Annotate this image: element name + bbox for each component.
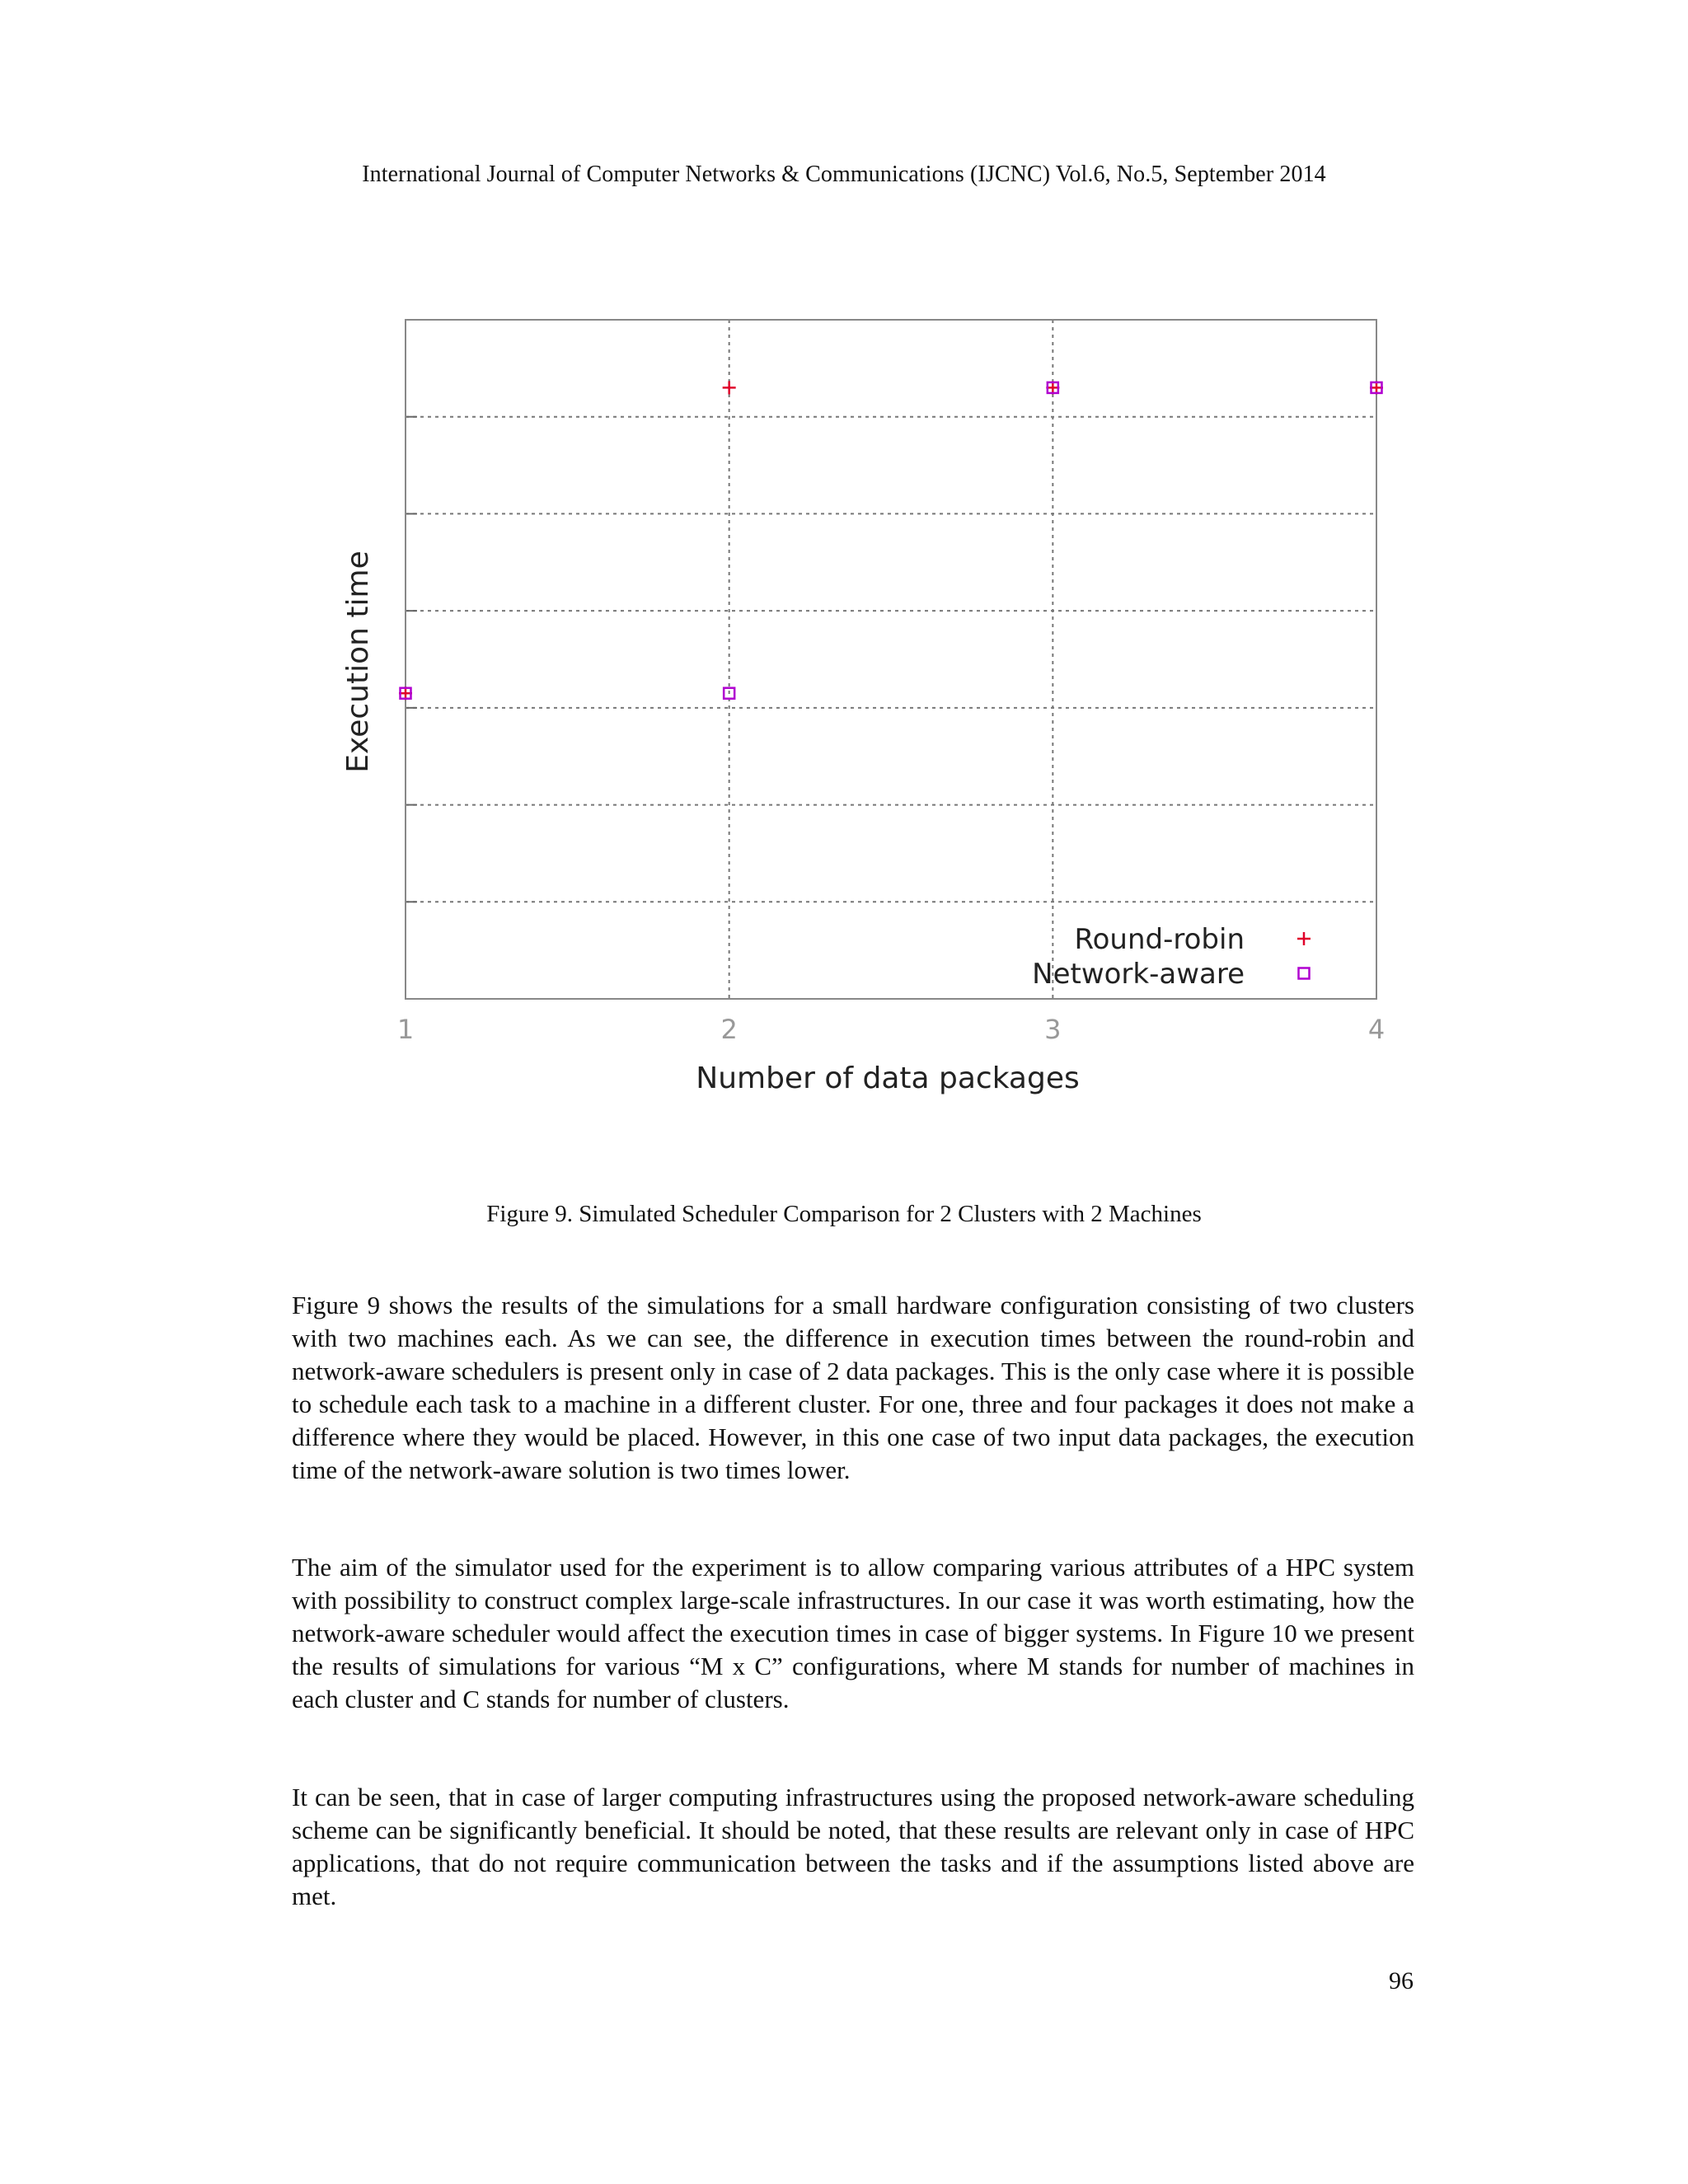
legend-label-network-aware: Network-aware: [1032, 958, 1245, 991]
figure-caption: Figure 9. Simulated Scheduler Comparison for 2 Clusters with 2 Machines: [486, 1201, 1202, 1227]
body-paragraph-3: It can be seen, that in case of larger computing infrastructures using the proposed network-aware scheduling scheme can be significantly beneficial. It should be noted, that these results are relevant only in case of HPC applications, that do not require communication between the tasks and if the assumptions listed above are met.: [292, 1783, 1414, 1910]
legend-label-round-robin: Round-robin: [1074, 923, 1245, 956]
plot-frame: [406, 320, 1376, 999]
body-paragraph-1: Figure 9 shows the results of the simulations for a small hardware configuration consisting of two clusters with two machines each. As we can see, the difference in execution times between the round-robin and network-aware schedulers is present only in case of 2 data packages. This is the only case where it is possible to schedule each task to a machine in a different cluster. For one, three and four packages it does not make a difference where they would be placed. However, in this one case of two input data packages, the execution time of the network-aware solution is two times lower.: [292, 1291, 1414, 1484]
legend-marker-plus: [1297, 932, 1311, 945]
journal-header: International Journal of Computer Networks & Communications (IJCNC) Vol.6, No.5, September 2014: [362, 162, 1326, 187]
grid-layer: [406, 320, 1376, 999]
x-tick-label: 2: [720, 1014, 738, 1045]
scatter-chart: [313, 297, 1418, 1129]
data-point-layer: [399, 381, 1383, 700]
page-number: 96: [1389, 1967, 1414, 1994]
legend-marker-square: [1299, 968, 1310, 979]
round-robin-point: [723, 381, 736, 394]
x-tick-label: 4: [1367, 1014, 1386, 1045]
x-tick-label: 1: [396, 1014, 415, 1045]
body-paragraph-2: The aim of the simulator used for the experiment is to allow comparing various attributes of a HPC system with possibility to construct complex large-scale infrastructures. In our case it was worth estimating, how the network-aware scheduler would affect the execution times in case of bigger systems. In Figure 10 we present the results of simulations for various “M x C” configurations, where M stands for number of machines in each cluster and C stands for number of clusters.: [292, 1553, 1414, 1713]
chart-legend: [1032, 923, 1311, 991]
chart-svg: [313, 297, 1418, 1129]
tick-label-layer: [397, 1014, 1385, 1045]
x-axis-label: Number of data packages: [696, 1062, 1080, 1095]
y-axis-label: Execution time: [341, 551, 375, 773]
x-tick-label: 3: [1044, 1014, 1062, 1045]
